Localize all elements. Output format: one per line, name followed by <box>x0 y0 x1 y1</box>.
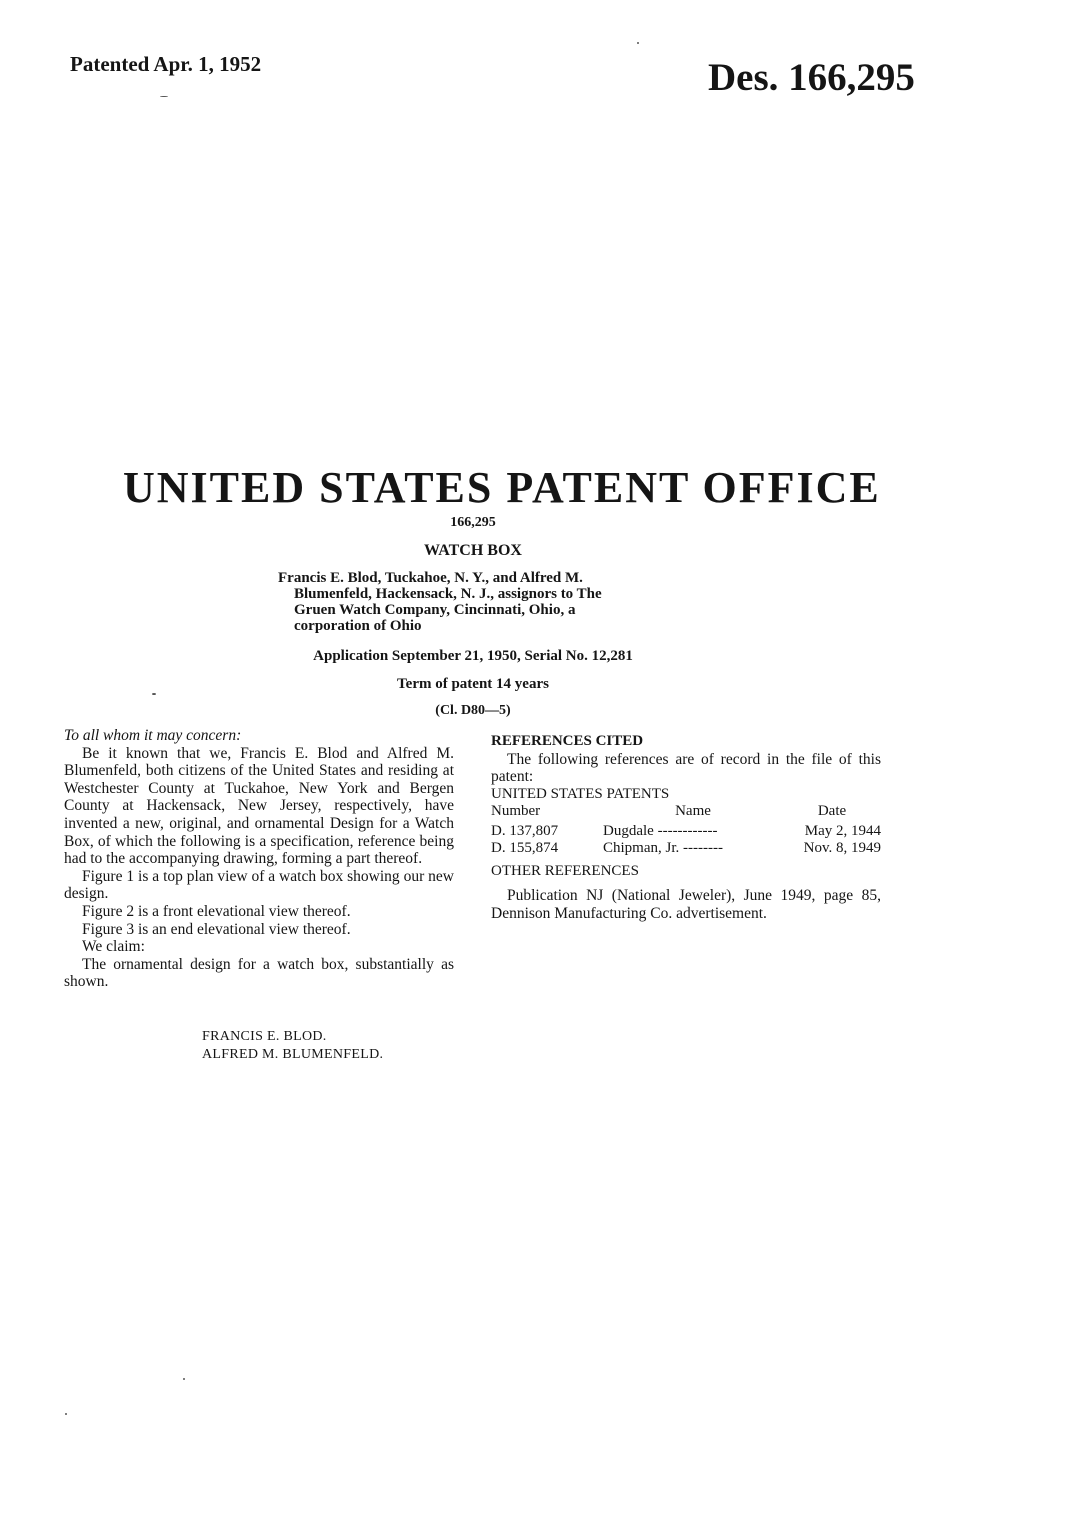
dot-leader: -------- <box>683 840 723 857</box>
ref-name-cell <box>603 823 783 840</box>
design-patent-number: Des. 166,295 <box>708 56 915 99</box>
paragraph-figure-3: Figure 3 is an end elevational view thereof. <box>82 920 351 938</box>
dot-leader: ------------ <box>657 823 718 840</box>
references-column <box>491 733 881 922</box>
ref-number: D. 155,874 <box>491 840 559 857</box>
patented-date: Patented Apr. 1, 1952 <box>70 52 262 76</box>
references-heading: REFERENCES CITED <box>491 733 644 749</box>
us-patents-heading: UNITED STATES PATENTS <box>491 785 670 802</box>
references-intro: The following references are of record in the file of this patent: <box>491 750 881 786</box>
claim-text: The ornamental design for a watch box, substantially as shown. <box>64 955 454 991</box>
references-table <box>491 803 881 857</box>
assignor-line: Gruen Watch Company, Cincinnati, Ohio, a <box>294 602 576 618</box>
scan-speck <box>152 693 156 695</box>
assignor-line: Francis E. Blod, Tuckahoe, N. Y., and Alfred M. <box>278 570 583 586</box>
classification: (Cl. D80—5) <box>435 703 511 718</box>
ref-date: Nov. 8, 1949 <box>803 840 881 857</box>
column-header-date: Date <box>817 803 847 820</box>
scan-speck <box>183 1378 185 1380</box>
assignor-line: Blumenfeld, Hackensack, N. J., assignors to The <box>294 586 602 602</box>
paragraph-figure-1: Figure 1 is a top plan view of a watch box showing our new design. <box>64 867 454 903</box>
scan-speck <box>65 1413 67 1415</box>
assignors-block <box>278 570 673 634</box>
other-references-heading: OTHER REFERENCES <box>491 863 639 880</box>
patent-title: WATCH BOX <box>424 542 522 559</box>
term-line: Term of patent 14 years <box>397 676 549 692</box>
column-header-number: Number <box>491 803 541 820</box>
ref-name: Chipman, Jr. <box>603 840 680 857</box>
paragraph-be-it-known: Be it known that we, Francis E. Blod and Alfred M. Blumenfeld, both citizens of the United States and residing at Westchester County at Tuckahoe, New York and Bergen County at Hackensack, New Jersey, respectively, have invented a new, original, and ornamental Design for a Watch Box, of which the following is a specification, reference being had to the accompanying drawing, forming a part thereof. <box>64 744 454 868</box>
signature-blumenfeld: ALFRED M. BLUMENFELD. <box>202 1047 384 1062</box>
scan-speck <box>160 96 168 97</box>
ref-number: D. 137,807 <box>491 823 559 840</box>
table-row <box>491 840 881 857</box>
table-row <box>491 823 881 840</box>
specification-column <box>64 727 454 1062</box>
ref-name: Dugdale <box>603 823 654 840</box>
patent-number: 166,295 <box>450 515 496 530</box>
office-heading: UNITED STATES PATENT OFFICE <box>123 463 881 512</box>
ref-date: May 2, 1944 <box>804 823 881 840</box>
ref-name-cell <box>603 840 783 857</box>
salutation: To all whom it may concern: <box>64 727 242 744</box>
signature-blod: FRANCIS E. BLOD. <box>202 1029 327 1044</box>
application-line: Application September 21, 1950, Serial No. 12,281 <box>313 648 633 664</box>
we-claim: We claim: <box>82 938 145 956</box>
column-header-name: Name <box>675 803 711 820</box>
table-header-row <box>491 803 881 823</box>
paragraph-figure-2: Figure 2 is a front elevational view thereof. <box>82 902 351 920</box>
other-references-text: Publication NJ (National Jeweler), June 1949, page 85, Dennison Manufacturing Co. advertisement. <box>491 886 881 922</box>
assignor-line: corporation of Ohio <box>294 618 422 634</box>
scan-speck <box>637 42 639 44</box>
